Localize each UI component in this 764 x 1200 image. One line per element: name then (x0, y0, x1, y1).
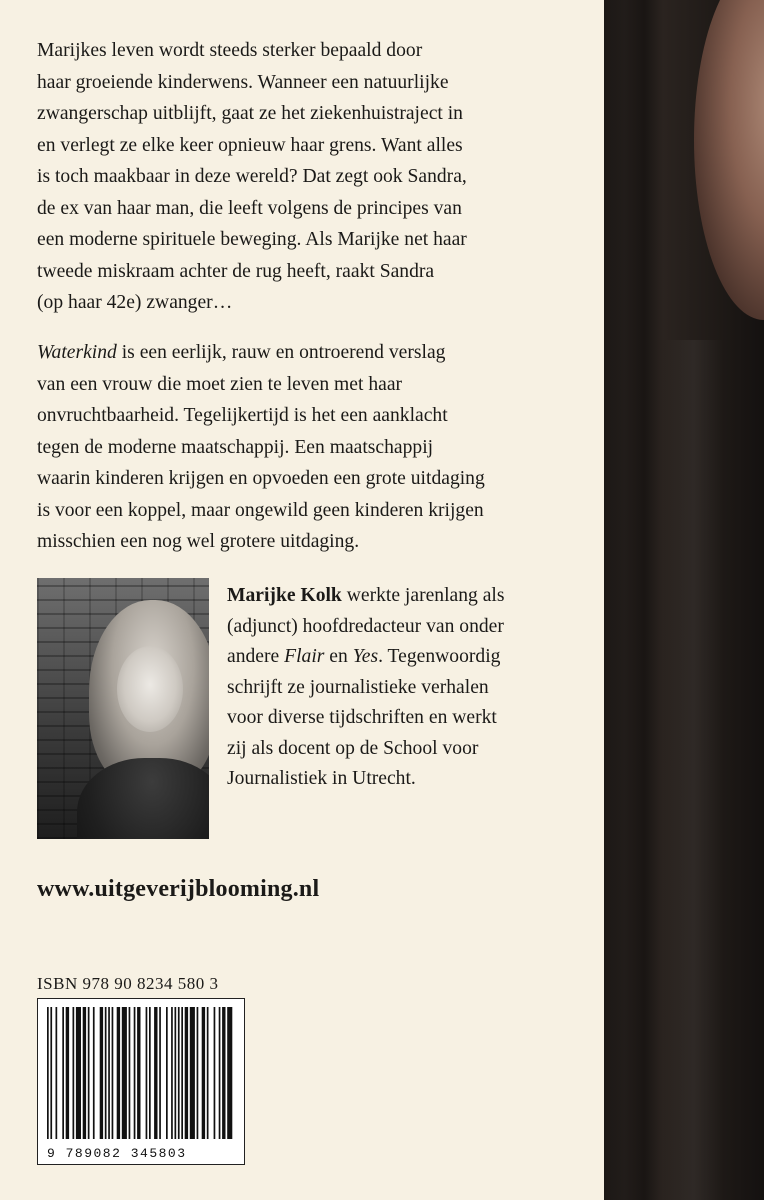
blurb-paragraph-2 (37, 337, 597, 558)
author-face (117, 646, 183, 732)
barcode-bar (175, 1007, 177, 1139)
author-name: Marijke Kolk (227, 585, 342, 606)
front-cover-photo-edge (604, 0, 764, 1200)
barcode-bar (159, 1007, 161, 1139)
author-photo (37, 578, 209, 839)
bio-line: voor diverse tijdschriften en werkt (227, 707, 497, 728)
barcode-bar (117, 1007, 120, 1139)
blurb-line (37, 337, 597, 369)
blurb-line-text: is een eerlijk, rauw en ontroerend verslag (116, 342, 446, 363)
publisher-website[interactable]: www.uitgeverijblooming.nl (37, 876, 320, 902)
blurb-paragraph-1 (37, 35, 597, 319)
barcode-bar (47, 1007, 49, 1139)
blurb-line: Marijkes leven wordt steeds sterker bepaald door (37, 40, 423, 61)
magazine-name: Flair (284, 646, 325, 667)
barcode-bar (207, 1007, 209, 1139)
barcode-bar (166, 1007, 168, 1139)
barcode-bar (88, 1007, 90, 1139)
barcode-bar (129, 1007, 131, 1139)
blurb-line: (op haar 42e) zwanger… (37, 292, 233, 313)
bio-line: schrijft ze journalistieke verhalen (227, 676, 489, 698)
isbn-label: ISBN 978 90 8234 580 3 (37, 974, 219, 993)
blurb-line: tweede miskraam achter de rug heeft, raakt Sandra (37, 260, 435, 282)
bio-text: . Tegenwoordig (378, 646, 501, 667)
barcode-bar (62, 1007, 64, 1139)
blurb-line: en verlegt ze elke keer opnieuw haar grens. Want alles (37, 134, 463, 156)
barcode-digits: 9 789082 345803 (47, 1146, 187, 1161)
barcode-bar (214, 1007, 216, 1139)
barcode-bar (149, 1007, 151, 1139)
barcode-bar (105, 1007, 107, 1139)
barcode-bar (112, 1007, 114, 1139)
barcode-bar (146, 1007, 148, 1139)
barcode-bar (108, 1007, 110, 1139)
barcode-bar (227, 1007, 232, 1139)
barcode-bar (122, 1007, 127, 1139)
barcode-bar (93, 1007, 95, 1139)
barcode-bar (83, 1007, 86, 1139)
blurb-line: tegen de moderne maatschappij. Een maatschappij (37, 436, 434, 458)
blurb-line: de ex van haar man, die leeft volgens de principes van (37, 197, 462, 219)
isbn-barcode (37, 998, 245, 1165)
barcode-bar (181, 1007, 183, 1139)
bio-line: (adjunct) hoofdredacteur van onder (227, 615, 504, 637)
barcode-bars (47, 1007, 232, 1139)
blurb-line: een moderne spirituele beweging. Als Marijke net haar (37, 229, 467, 250)
barcode-bar (202, 1007, 205, 1139)
barcode-bar (222, 1007, 225, 1139)
fabric-fold (624, 0, 664, 1200)
fabric-sheen (664, 340, 724, 1200)
barcode-bar (154, 1007, 157, 1139)
barcode-bar (190, 1007, 195, 1139)
blurb-line: misschien een nog wel grotere uitdaging. (37, 531, 360, 552)
bio-text: andere (227, 646, 285, 667)
bio-text: en (324, 646, 353, 667)
barcode-bar (171, 1007, 173, 1139)
barcode-bar (50, 1007, 52, 1139)
bio-line: zij als docent op de School voor (227, 737, 479, 759)
barcode-bar (73, 1007, 75, 1139)
bio-line (227, 581, 597, 612)
barcode-graphic (38, 999, 244, 1164)
barcode-bar (134, 1007, 136, 1139)
barcode-bar (76, 1007, 81, 1139)
blurb-line: is voor een koppel, maar ongewild geen kinderen krijgen (37, 499, 484, 521)
author-bio (227, 581, 597, 795)
blurb-line: van een vrouw die moet zien te leven met haar (37, 373, 403, 395)
blurb-line: haar groeiende kinderwens. Wanneer een natuurlijke (37, 71, 449, 93)
book-title: Waterkind (37, 342, 117, 363)
blurb-line: waarin kinderen krijgen en opvoeden een grote uitdaging (37, 468, 485, 489)
barcode-bar (56, 1007, 58, 1139)
barcode-bar (66, 1007, 69, 1139)
blurb-line: is toch maakbaar in deze wereld? Dat zegt ook Sandra, (37, 166, 467, 187)
bio-text: werkte jarenlang als (341, 585, 505, 606)
bio-line: Journalistiek in Utrecht. (227, 768, 416, 789)
blurb-line: zwangerschap uitblijft, gaat ze het ziekenhuistraject in (37, 103, 463, 124)
barcode-bar (178, 1007, 180, 1139)
blurb-line: onvruchtbaarheid. Tegelijkertijd is het een aanklacht (37, 405, 448, 426)
bio-line (227, 642, 597, 673)
magazine-name: Yes (352, 646, 379, 667)
barcode-bar (137, 1007, 140, 1139)
barcode-bar (185, 1007, 188, 1139)
barcode-bar (197, 1007, 199, 1139)
shoulder-highlight (694, 0, 764, 320)
barcode-bar (219, 1007, 221, 1139)
barcode-bar (100, 1007, 103, 1139)
